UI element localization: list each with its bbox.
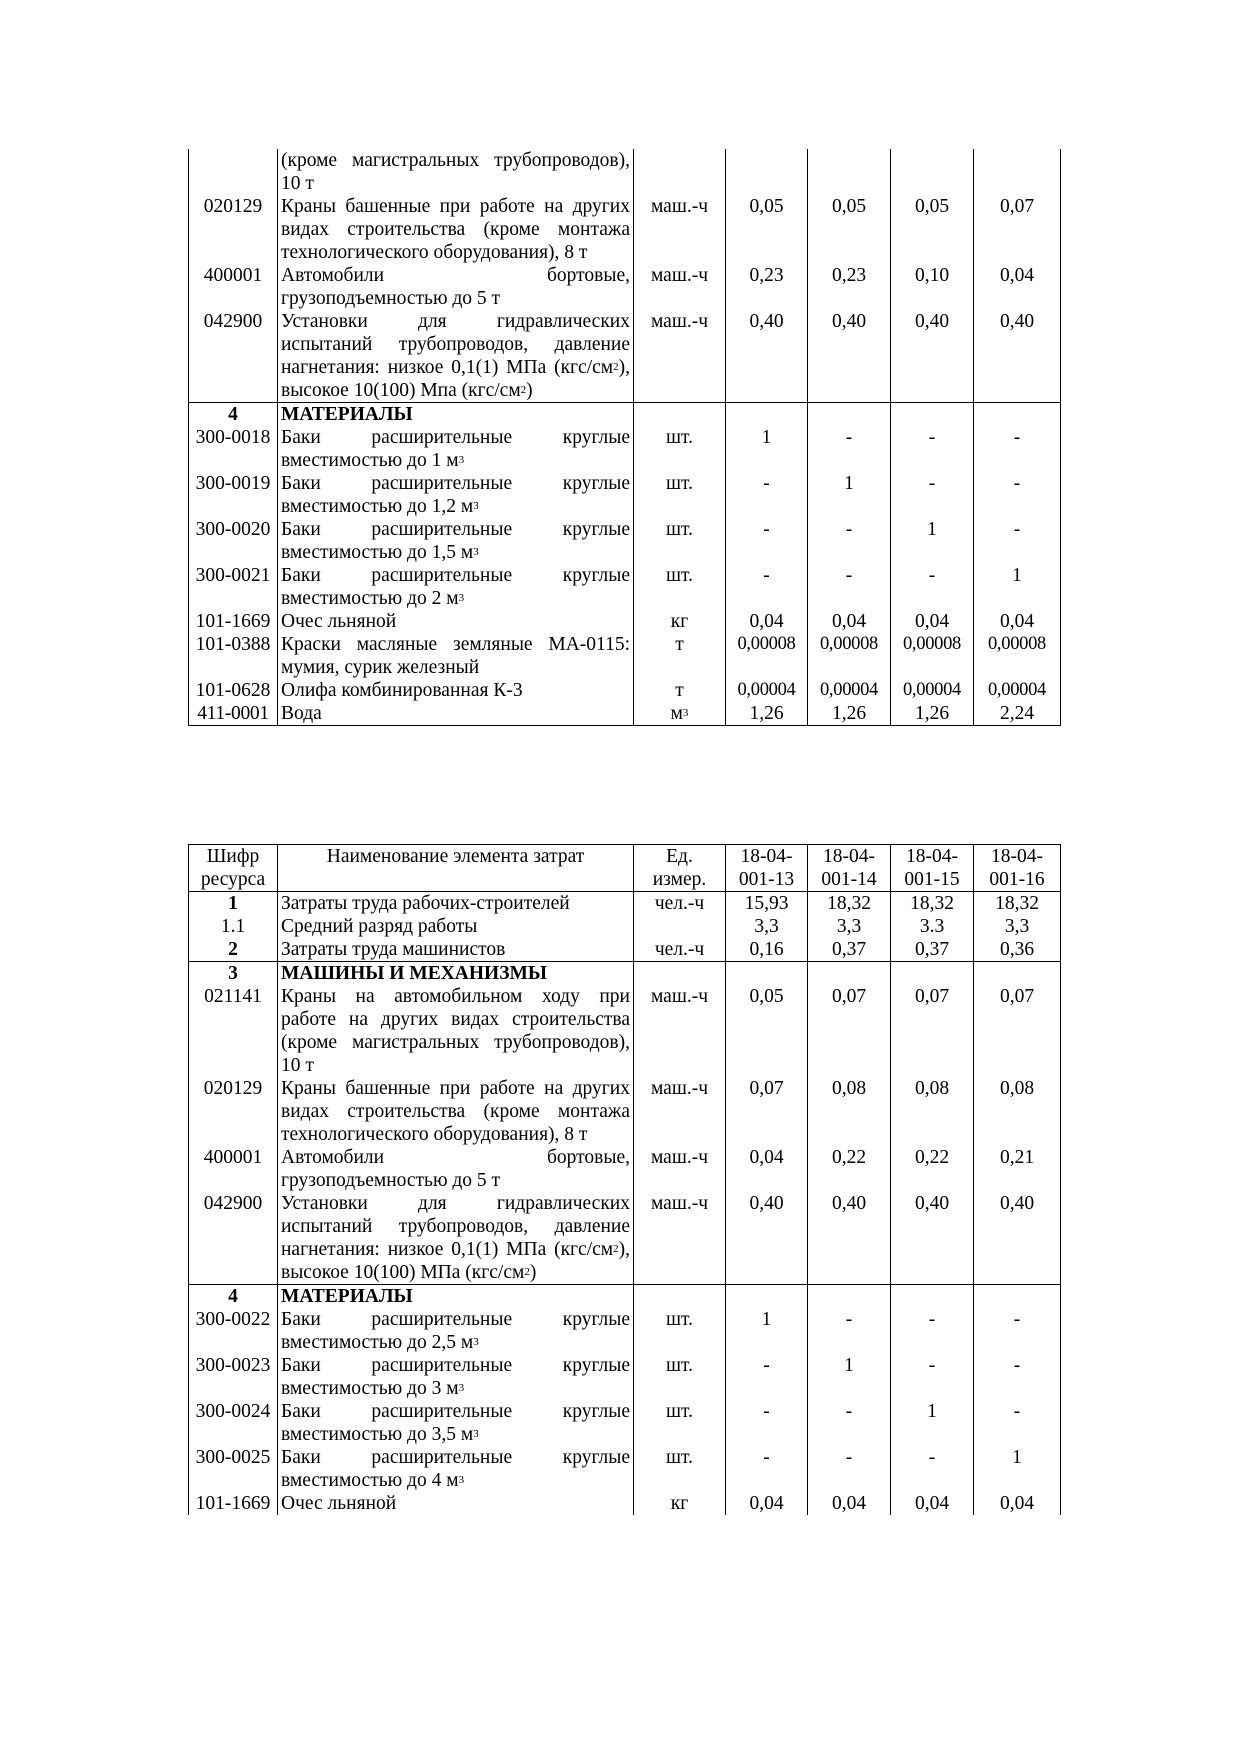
unit-of-measure (634, 403, 726, 427)
value-col-3: 0,04 (891, 610, 974, 633)
value-col-1: 0,00004 (726, 679, 808, 702)
unit-of-measure (634, 915, 726, 938)
resource-code: 101-0628 (189, 679, 278, 702)
value-col-3: 0,04 (891, 1492, 974, 1515)
table-row (189, 472, 1061, 518)
value-col-2: 0,08 (808, 1077, 891, 1146)
table-row (189, 1146, 1061, 1192)
value-col-2: 0,04 (808, 1492, 891, 1515)
value-col-3: - (891, 1308, 974, 1354)
value-col-3: 1,26 (891, 702, 974, 726)
header-col-18-04-001-13: 18-04-001-13 (726, 845, 808, 892)
value-col-2: 0,22 (808, 1146, 891, 1192)
value-col-3: 0,40 (891, 310, 974, 403)
value-col-3: 0,00004 (891, 679, 974, 702)
resource-code: 020129 (189, 1077, 278, 1146)
unit-of-measure: шт. (634, 1354, 726, 1400)
unit-of-measure (634, 1285, 726, 1309)
table-row (189, 1192, 1061, 1285)
cost-element-name: Краны башенные при работе на других видах строительства (кроме монтажа технологического оборудования), 8 т (278, 1077, 634, 1146)
value-col-3: - (891, 564, 974, 610)
value-col-2: 3,3 (808, 915, 891, 938)
table-row (189, 426, 1061, 472)
unit-of-measure: кг (634, 610, 726, 633)
value-col-1: - (726, 1400, 808, 1446)
value-col-2: 0,40 (808, 310, 891, 403)
value-col-4: - (974, 1308, 1061, 1354)
value-col-3: - (891, 426, 974, 472)
cost-element-name: Баки расширительные круглые вместимостью до 3 $м^3$ (278, 1354, 634, 1400)
header-col-18-04-001-14: 18-04-001-14 (808, 845, 891, 892)
value-col-4: 0,07 (974, 985, 1061, 1077)
unit-of-measure: $м^3$ (634, 702, 726, 726)
resource-code: 042900 (189, 1192, 278, 1285)
section-row (189, 1285, 1061, 1309)
value-col-1: 15,93 (726, 892, 808, 916)
value-col-2 (808, 1285, 891, 1309)
table-row (189, 610, 1061, 633)
resource-code: 300-0018 (189, 426, 278, 472)
value-col-3: 0,08 (891, 1077, 974, 1146)
unit-of-measure (634, 149, 726, 195)
cost-element-name: Установки для гидравлических испытаний трубопроводов, давление нагнетания: низкое 0,1(1) МПа $(кгс/см^2)$, высокое 10(100) Мпа $(кгс/см^2)$ (278, 310, 634, 403)
unit-of-measure: чел.-ч (634, 938, 726, 962)
value-col-1: - (726, 1446, 808, 1492)
resource-code: 101-0388 (189, 633, 278, 679)
value-col-1: 0,05 (726, 195, 808, 264)
resource-code: 300-0025 (189, 1446, 278, 1492)
section-number: 3 (189, 962, 278, 986)
table-row (189, 633, 1061, 679)
value-col-2: - (808, 1308, 891, 1354)
value-col-1: 1 (726, 426, 808, 472)
section-title: МАТЕРИАЛЫ (278, 1285, 634, 1309)
resource-code: 400001 (189, 1146, 278, 1192)
cost-element-name: Баки расширительные круглые вместимостью до 2 $м^3$ (278, 564, 634, 610)
cost-element-name: Краны на автомобильном ходу при работе на других видах строительства (кроме магистральных трубопроводов), 10 т (278, 985, 634, 1077)
value-col-1: 3,3 (726, 915, 808, 938)
cost-element-name: (кроме магистральных трубопроводов), 10 т (278, 149, 634, 195)
unit-of-measure: шт. (634, 1400, 726, 1446)
cost-element-name: Автомобили бортовые, грузоподъемностью до 5 т (278, 264, 634, 310)
value-col-4: 0,00004 (974, 679, 1061, 702)
section-title: МАТЕРИАЛЫ (278, 403, 634, 427)
resource-code: 411-0001 (189, 702, 278, 726)
table-row (189, 679, 1061, 702)
value-col-3 (891, 149, 974, 195)
value-col-2: 0,37 (808, 938, 891, 962)
value-col-1: 0,05 (726, 985, 808, 1077)
resource-code: 300-0020 (189, 518, 278, 564)
cost-element-name: Баки расширительные круглые вместимостью до 4 $м^3$ (278, 1446, 634, 1492)
value-col-4: 0,36 (974, 938, 1061, 962)
section-row (189, 403, 1061, 427)
value-col-3 (891, 403, 974, 427)
resource-code: 042900 (189, 310, 278, 403)
value-col-2: - (808, 564, 891, 610)
value-col-2: 0,00004 (808, 679, 891, 702)
value-col-2: - (808, 1446, 891, 1492)
section-row (189, 962, 1061, 986)
value-col-4: 0,04 (974, 610, 1061, 633)
value-col-4 (974, 1285, 1061, 1309)
value-col-3: 0,22 (891, 1146, 974, 1192)
value-col-4: 0,40 (974, 1192, 1061, 1285)
value-col-4: 0,04 (974, 264, 1061, 310)
value-col-1: 0,00008 (726, 633, 808, 679)
value-col-2 (808, 962, 891, 986)
table-row (189, 1077, 1061, 1146)
section-number: 2 (189, 938, 278, 962)
cost-element-name: Краны башенные при работе на других видах строительства (кроме монтажа технологического оборудования), 8 т (278, 195, 634, 264)
unit-of-measure: кг (634, 1492, 726, 1515)
value-col-2: 1,26 (808, 702, 891, 726)
value-col-2: 1 (808, 472, 891, 518)
section-number: 4 (189, 1285, 278, 1309)
value-col-2: 0,23 (808, 264, 891, 310)
cost-element-name: Очес льняной (278, 1492, 634, 1515)
cost-element-name: Баки расширительные круглые вместимостью до 1 $м^3$ (278, 426, 634, 472)
value-col-1: 1 (726, 1308, 808, 1354)
value-col-3: - (891, 1354, 974, 1400)
value-col-4 (974, 962, 1061, 986)
value-col-3 (891, 1285, 974, 1309)
cost-element-name: Затраты труда машинистов (278, 938, 634, 962)
value-col-1: - (726, 564, 808, 610)
value-col-1: 0,23 (726, 264, 808, 310)
cost-element-name: Автомобили бортовые, грузоподъемностью до 5 т (278, 1146, 634, 1192)
value-col-4: - (974, 1400, 1061, 1446)
cost-element-name: Вода (278, 702, 634, 726)
resource-code: 021141 (189, 985, 278, 1077)
value-col-3: 3.3 (891, 915, 974, 938)
cost-element-name: Установки для гидравлических испытаний трубопроводов, давление нагнетания: низкое 0,1(1) МПа $(кгс/см^2)$, высокое 10(100) МПа $(кгс/см^2)$ (278, 1192, 634, 1285)
cost-element-name: Олифа комбинированная К-3 (278, 679, 634, 702)
value-col-1: 1,26 (726, 702, 808, 726)
value-col-2: - (808, 1400, 891, 1446)
unit-of-measure: шт. (634, 518, 726, 564)
unit-of-measure (634, 962, 726, 986)
cost-element-name: Баки расширительные круглые вместимостью до 2,5 $м^3$ (278, 1308, 634, 1354)
table-row (189, 1354, 1061, 1400)
header-unit: Ед. измер. (634, 845, 726, 892)
unit-of-measure: маш.-ч (634, 1192, 726, 1285)
unit-of-measure: маш.-ч (634, 310, 726, 403)
resource-code: 400001 (189, 264, 278, 310)
value-col-4 (974, 403, 1061, 427)
unit-of-measure: т (634, 633, 726, 679)
unit-of-measure: маш.-ч (634, 264, 726, 310)
value-col-4: - (974, 1354, 1061, 1400)
value-col-2: 0,07 (808, 985, 891, 1077)
value-col-3: 18,32 (891, 892, 974, 916)
unit-of-measure: маш.-ч (634, 1077, 726, 1146)
header-resource-code: Шифр ресурса (189, 845, 278, 892)
resource-table-continued (188, 149, 1061, 726)
value-col-2: 0,05 (808, 195, 891, 264)
unit-of-measure: маш.-ч (634, 1146, 726, 1192)
unit-of-measure: т (634, 679, 726, 702)
table-row (189, 264, 1061, 310)
value-col-2 (808, 403, 891, 427)
value-col-4: - (974, 426, 1061, 472)
cost-element-name: Баки расширительные круглые вместимостью до 1,2 $м^3$ (278, 472, 634, 518)
value-col-1 (726, 1285, 808, 1309)
value-col-3: 0,37 (891, 938, 974, 962)
value-col-4: 18,32 (974, 892, 1061, 916)
table-row (189, 985, 1061, 1077)
resource-code: 300-0021 (189, 564, 278, 610)
value-col-4: 2,24 (974, 702, 1061, 726)
value-col-4: 3,3 (974, 915, 1061, 938)
cost-element-name: Баки расширительные круглые вместимостью до 3,5 $м^3$ (278, 1400, 634, 1446)
unit-of-measure: маш.-ч (634, 195, 726, 264)
value-col-2: 0,04 (808, 610, 891, 633)
value-col-1: - (726, 518, 808, 564)
value-col-3: 1 (891, 518, 974, 564)
section-title: МАШИНЫ И МЕХАНИЗМЫ (278, 962, 634, 986)
table-row (189, 938, 1061, 962)
value-col-2: 18,32 (808, 892, 891, 916)
value-col-1: 0,07 (726, 1077, 808, 1146)
value-col-4: 0,40 (974, 310, 1061, 403)
value-col-2: 1 (808, 1354, 891, 1400)
unit-of-measure: шт. (634, 426, 726, 472)
table-row (189, 1446, 1061, 1492)
table-header-row (189, 845, 1061, 892)
value-col-4: - (974, 518, 1061, 564)
value-col-4 (974, 149, 1061, 195)
resource-code: 101-1669 (189, 610, 278, 633)
table-row (189, 310, 1061, 403)
header-cost-element-name: Наименование элемента затрат (278, 845, 634, 892)
value-col-3: 0,40 (891, 1192, 974, 1285)
value-col-1 (726, 403, 808, 427)
value-col-3: 0,05 (891, 195, 974, 264)
table-row (189, 915, 1061, 938)
value-col-2: 0,40 (808, 1192, 891, 1285)
value-col-2: - (808, 518, 891, 564)
unit-of-measure: чел.-ч (634, 892, 726, 916)
resource-code: 300-0023 (189, 1354, 278, 1400)
resource-code: 300-0022 (189, 1308, 278, 1354)
value-col-1: - (726, 472, 808, 518)
table-row (189, 1400, 1061, 1446)
value-col-2 (808, 149, 891, 195)
table-row (189, 1492, 1061, 1515)
value-col-4: 0,04 (974, 1492, 1061, 1515)
unit-of-measure: шт. (634, 564, 726, 610)
value-col-4: 1 (974, 1446, 1061, 1492)
table-row (189, 564, 1061, 610)
cost-element-name: Краски масляные земляные МА-0115: мумия, сурик железный (278, 633, 634, 679)
cost-element-name: Средний разряд работы (278, 915, 634, 938)
section-number: 4 (189, 403, 278, 427)
resource-code: 300-0019 (189, 472, 278, 518)
value-col-3: - (891, 472, 974, 518)
cost-element-name: Очес льняной (278, 610, 634, 633)
cost-element-name: Затраты труда рабочих-строителей (278, 892, 634, 916)
value-col-4: 1 (974, 564, 1061, 610)
value-col-1: 0,04 (726, 1146, 808, 1192)
resource-code: 1.1 (189, 915, 278, 938)
value-col-2: 0,00008 (808, 633, 891, 679)
unit-of-measure: шт. (634, 1308, 726, 1354)
value-col-2: - (808, 426, 891, 472)
header-col-18-04-001-16: 18-04-001-16 (974, 845, 1061, 892)
value-col-1: 0,04 (726, 1492, 808, 1515)
value-col-1: 0,04 (726, 610, 808, 633)
value-col-3: 1 (891, 1400, 974, 1446)
resource-code (189, 149, 278, 195)
value-col-1: 0,40 (726, 1192, 808, 1285)
value-col-3: 0,10 (891, 264, 974, 310)
table-row (189, 1308, 1061, 1354)
table-row (189, 149, 1061, 195)
value-col-4: 0,08 (974, 1077, 1061, 1146)
value-col-3: 0,07 (891, 985, 974, 1077)
value-col-4: 0,00008 (974, 633, 1061, 679)
resource-code: 101-1669 (189, 1492, 278, 1515)
cost-element-name: Баки расширительные круглые вместимостью до 1,5 $м^3$ (278, 518, 634, 564)
resource-code: 020129 (189, 195, 278, 264)
value-col-1: 0,16 (726, 938, 808, 962)
value-col-4: - (974, 472, 1061, 518)
unit-of-measure: шт. (634, 1446, 726, 1492)
value-col-3: - (891, 1446, 974, 1492)
table-row (189, 702, 1061, 726)
resource-table (188, 844, 1061, 1515)
value-col-1: - (726, 1354, 808, 1400)
table-row (189, 195, 1061, 264)
unit-of-measure: шт. (634, 472, 726, 518)
unit-of-measure: маш.-ч (634, 985, 726, 1077)
value-col-4: 0,07 (974, 195, 1061, 264)
value-col-4: 0,21 (974, 1146, 1061, 1192)
value-col-1 (726, 149, 808, 195)
table-row (189, 892, 1061, 916)
value-col-3 (891, 962, 974, 986)
value-col-3: 0,00008 (891, 633, 974, 679)
value-col-1: 0,40 (726, 310, 808, 403)
resource-code: 300-0024 (189, 1400, 278, 1446)
value-col-1 (726, 962, 808, 986)
header-col-18-04-001-15: 18-04-001-15 (891, 845, 974, 892)
table-row (189, 518, 1061, 564)
section-number: 1 (189, 892, 278, 916)
